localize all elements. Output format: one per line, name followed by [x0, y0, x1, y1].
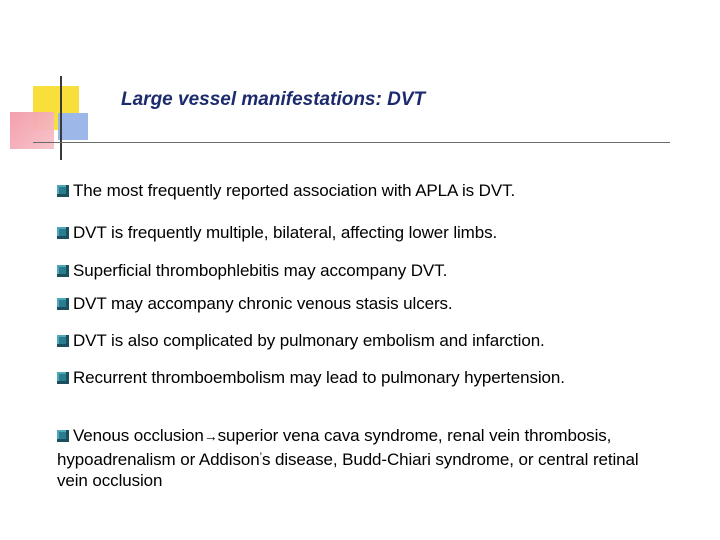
bullet-text: Superficial thrombophlebitis may accompany DVT.: [73, 261, 448, 280]
square-bullet-icon: [57, 335, 69, 347]
square-bullet-icon: [57, 227, 69, 239]
title-underline: [33, 142, 670, 143]
bullet-text: DVT is frequently multiple, bilateral, affecting lower limbs.: [73, 223, 498, 242]
arrow-right-icon: →: [203, 428, 218, 444]
decorative-vertical-line: [60, 76, 62, 160]
bullet-text: DVT may accompany chronic venous stasis ulcers.: [73, 294, 453, 313]
bullet-text: DVT is also complicated by pulmonary embolism and infarction.: [73, 331, 545, 350]
bullet-text: The most frequently reported association with APLA is DVT.: [73, 181, 516, 200]
bullet-item: [57, 222, 497, 243]
bullet-item: [57, 425, 657, 491]
bullet-text-part1: Venous occlusion: [73, 426, 204, 445]
square-bullet-icon: [57, 430, 69, 442]
bullet-text-part3: s disease, Budd-Chiari syndrome, or central retinal vein occlusion: [57, 450, 639, 490]
bullet-text: Recurrent thromboembolism may lead to pulmonary hypertension.: [73, 368, 565, 387]
square-bullet-icon: [57, 372, 69, 384]
bullet-text-part2: superior vena cava syndrome, renal vein thrombosis, hypoadrenalism or Addison: [57, 426, 612, 469]
slide-title: Large vessel manifestations: DVT: [121, 89, 426, 110]
bullet-item: [57, 180, 515, 201]
bullet-item: [57, 367, 577, 388]
decorative-blue-square: [58, 113, 88, 140]
square-bullet-icon: [57, 185, 69, 197]
square-bullet-icon: [57, 265, 69, 277]
apostrophe-mark: ’: [259, 451, 262, 463]
bullet-item: [57, 293, 453, 314]
bullet-item: [57, 330, 545, 351]
decorative-red-square: [10, 112, 54, 149]
bullet-item: [57, 260, 447, 281]
square-bullet-icon: [57, 298, 69, 310]
